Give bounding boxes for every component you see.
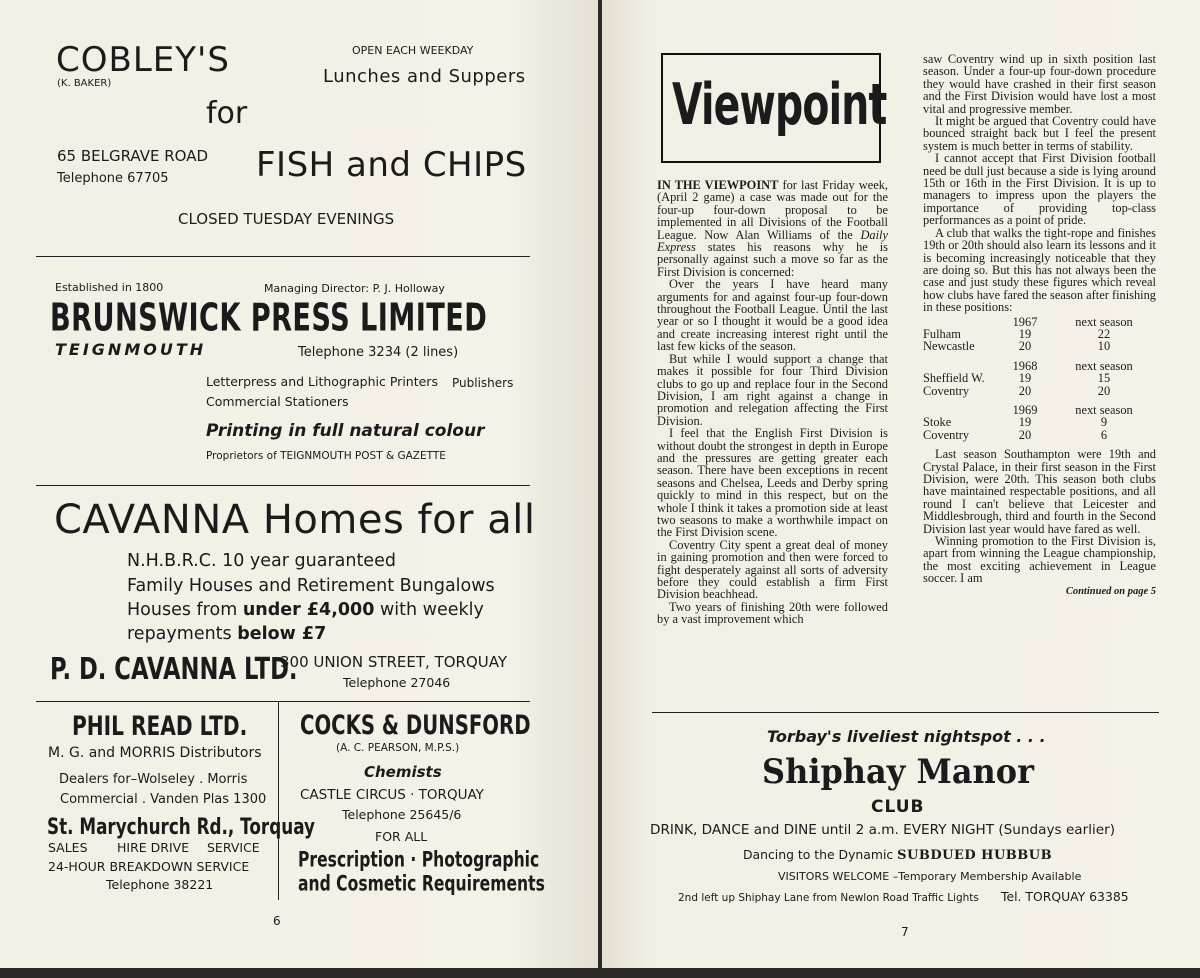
cobleys-address: 65 BELGRAVE ROAD <box>57 147 209 165</box>
article-paragraph: A club that walks the tight-rope and finishes 19th or 20th should also learn its lessons and it is becoming increasingly noticeable that they are doing so. But this has not always been the case and just study these figures which reveal how clubs have fared the season after finishing in these positions: <box>923 225 1156 315</box>
article-paragraph: I cannot accept that First Division football need be dull just because a side is lying around 15th or 16th in the First Division. It is up to managers to impress upon the players the importance of providing top-class performances as a point of pride. <box>923 151 1156 228</box>
viewpoint-title: Viewpoint <box>672 71 887 139</box>
cocks-circus: CASTLE CIRCUS · TORQUAY <box>300 787 484 803</box>
table-row: Stoke 19 9 <box>923 415 1108 430</box>
shiphay-dancing: Dancing to the Dynamic SUBDUED HUBBUB <box>743 847 1053 863</box>
shiphay-visitors: VISITORS WELCOME –Temporary Membership Available <box>778 870 1082 883</box>
article-paragraph: Over the years I have heard many arguments for and against four-up four-down throughout the Football League. Until the last year or so I thought it would be a good idea and create increasing interest right until the last few kicks of the season. <box>657 277 888 354</box>
viewpoint-box <box>661 53 887 163</box>
table-row: Newcastle 20 10 <box>923 339 1111 354</box>
paragraph-lead: IN THE VIEWPOINT <box>657 178 779 192</box>
cavanna-line-4: repayments below £7 <box>127 624 327 644</box>
cocks-telephone: Telephone 25645/6 <box>342 807 462 822</box>
cocks-prescription: Prescription · Photographic <box>298 847 540 873</box>
cobleys-closed: CLOSED TUESDAY EVENINGS <box>178 210 395 228</box>
philread-line-1: M. G. and MORRIS Distributors <box>48 745 262 761</box>
brunswick-director: Managing Director: P. J. Holloway <box>264 282 445 295</box>
shiphay-club: CLUB <box>871 797 925 817</box>
cobleys-telephone: Telephone 67705 <box>57 171 169 186</box>
cobleys-open: OPEN EACH WEEKDAY <box>352 44 474 57</box>
left-page <box>0 0 598 968</box>
shiphay-tel: Tel. TORQUAY 63385 <box>1001 889 1129 904</box>
table-row: Coventry 20 6 <box>923 427 1108 442</box>
shiphay-name: Shiphay Manor <box>762 752 1034 792</box>
article-column-2 <box>923 53 1156 599</box>
table-year-row: 1969 next season <box>1012 402 1133 417</box>
cocks-chemists: Chemists <box>364 763 442 781</box>
cobleys-fish: FISH and CHIPS <box>256 145 527 185</box>
brunswick-established: Established in 1800 <box>55 281 164 294</box>
cocks-name: COCKS & DUNSFORD <box>300 709 531 741</box>
brunswick-town: TEIGNMOUTH <box>55 340 207 359</box>
brunswick-publishers: Publishers <box>452 376 514 390</box>
page-number: 6 <box>273 914 281 928</box>
cavanna-line-1: N.H.B.R.C. 10 year guaranteed <box>127 551 396 571</box>
cobleys-lunches: Lunches and Suppers <box>323 66 526 87</box>
table-year-row: 1968 next season <box>1012 358 1133 373</box>
philread-road: St. Marychurch Rd., Torquay <box>47 812 315 840</box>
philread-line-3: Commercial . Vanden Plas 1300 <box>60 792 267 807</box>
table-row: Sheffield W. 19 15 <box>923 371 1111 386</box>
article-paragraph: It might be argued that Coventry could have bounced straight back but I feel the present system is much better in terms of stability. <box>923 114 1156 153</box>
right-page <box>602 0 1200 968</box>
brunswick-telephone: Telephone 3234 (2 lines) <box>298 345 459 360</box>
article-paragraph: Last season Southampton were 19th and Crystal Palace, in their first season in the First Division, were 20th. This season both clubs have maintained respectable positions, and all round I can't believe that Leicester and Middlesbrough, third and fourth in the Second Division last year would have fared as well. <box>923 447 1156 536</box>
article-paragraph: Two years of finishing 20th were followed by a vast improvement which <box>657 599 888 627</box>
divider <box>36 256 530 257</box>
article-paragraph: But while I would support a change that makes it possible for four Third Division clubs to go up and replace four in the Second Division, I am right against a change in promotion and relegation affecting the First Division. <box>657 351 888 428</box>
cavanna-telephone: Telephone 27046 <box>343 675 451 690</box>
brunswick-services-2: Commercial Stationers <box>206 394 349 409</box>
cocks-pearson: (A. C. PEARSON, M.P.S.) <box>336 742 460 754</box>
divider <box>36 701 530 702</box>
brunswick-services-1: Letterpress and Lithographic Printers <box>206 374 438 389</box>
brunswick-proprietors: Proprietors of TEIGNMOUTH POST & GAZETTE <box>206 450 446 462</box>
philread-breakdown: 24-HOUR BREAKDOWN SERVICE <box>48 859 250 874</box>
article-paragraph: IN THE VIEWPOINT for last Friday week, (April 2 game) a case was made out for the four-up four-down proposal to be implemented in all Divisions of the Football League. Now Alan Williams of the Daily Express states his reasons why he is personally against such a move so far as the First Division is concerned: <box>657 178 888 279</box>
cobleys-for: for <box>206 96 248 131</box>
article-paragraph: Coventry City spent a great deal of money in gaining promotion and then were forced to fight desperately against all sorts of adversity before they could establish a firm First Division beachhead. <box>657 537 888 602</box>
cobleys-name: COBLEY'S <box>56 40 230 80</box>
philread-line-2: Dealers for–Wolseley . Morris <box>59 772 248 787</box>
divider-vertical <box>278 702 279 900</box>
cavanna-headline: CAVANNA Homes for all <box>54 497 536 543</box>
philread-name: PHIL READ LTD. <box>72 710 248 742</box>
shiphay-band: SUBDUED HUBBUB <box>897 848 1053 863</box>
article-column-1 <box>657 179 888 626</box>
shiphay-tagline: Torbay's liveliest nightspot . . . <box>767 727 1046 746</box>
cobleys-owner: (K. BAKER) <box>57 78 112 89</box>
brunswick-colour: Printing in full natural colour <box>206 421 485 441</box>
divider <box>36 485 530 486</box>
table-row: Fulham 19 22 <box>923 326 1111 341</box>
article-paragraph: I feel that the English First Division is without doubt the strongest in depth in Europe and the pressures are getting greater each season. There have been exceptions in recent seasons and Chelsea, Leeds and Derby spring quickly to mind in this respect, but on the whole I think it takes a promotion side at least two seasons to make a worthwhile impact on the First Division scene. <box>657 426 888 540</box>
cavanna-address: 300 UNION STREET, TORQUAY <box>280 653 508 671</box>
article-paragraph: saw Coventry wind up in sixth position last season. Under a four-up four-down procedure they would have crashed in their first season and the First Division would have lost a most vital and progressive member. <box>923 52 1156 116</box>
league-table <box>923 316 1156 442</box>
cocks-cosmetic: and Cosmetic Requirements <box>298 871 545 897</box>
article-paragraph: Winning promotion to the First Division is, apart from winning the League championship, the most exciting achievement in League soccer. I am <box>923 534 1156 586</box>
cavanna-line-3: Houses from under £4,000 with weekly <box>127 600 484 620</box>
divider <box>652 712 1159 713</box>
philread-hire: HIRE DRIVE <box>117 840 190 855</box>
cocks-forall: FOR ALL <box>375 829 428 844</box>
shiphay-directions: 2nd left up Shiphay Lane from Newlon Road Traffic Lights <box>678 892 979 904</box>
philread-service: SERVICE <box>207 840 260 855</box>
continued-note: Continued on page 5 <box>1065 585 1156 597</box>
cavanna-line-2: Family Houses and Retirement Bungalows <box>127 576 495 596</box>
page-number: 7 <box>901 925 909 939</box>
cavanna-company: P. D. CAVANNA LTD. <box>50 652 298 687</box>
shiphay-drink: DRINK, DANCE and DINE until 2 a.m. EVERY NIGHT (Sundays earlier) <box>650 822 1116 838</box>
philread-sales: SALES <box>48 840 88 855</box>
brunswick-name: BRUNSWICK PRESS LIMITED <box>50 295 488 341</box>
table-year-row: 1967 next season <box>1012 314 1133 329</box>
philread-telephone: Telephone 38221 <box>106 877 214 892</box>
table-row: Coventry 20 20 <box>923 383 1111 398</box>
